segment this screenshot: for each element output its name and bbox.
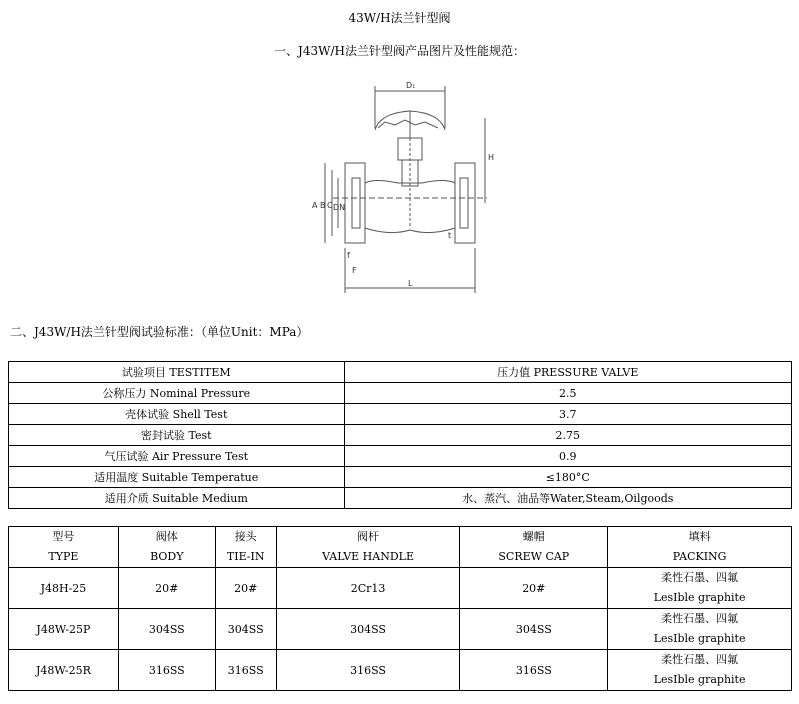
pressure-value-cell: 水、蒸汽、油品等Water,Steam,Oilgoods (344, 488, 791, 509)
cap-cell: 316SS (460, 650, 608, 691)
cap-cell: 20# (460, 568, 608, 609)
label-b: B (320, 201, 326, 210)
table-header-row (9, 362, 792, 383)
handle-cell: 2Cr13 (276, 568, 460, 609)
label-t: t (448, 231, 452, 240)
table-header-row (9, 527, 792, 568)
header-packing: 填料 PACKING (608, 527, 792, 568)
table-row (9, 446, 792, 467)
table-row (9, 404, 792, 425)
header-cell: 压力值 PRESSURE VALVE (344, 362, 791, 383)
header-cell: 试验项目 TESTITEM (9, 362, 345, 383)
label-h: H (488, 153, 495, 162)
test-item-cell: 适用介质 Suitable Medium (9, 488, 345, 509)
header-screw-cap: 螺帽 SCREW CAP (460, 527, 608, 568)
valve-drawing (300, 78, 500, 303)
type-cell: J48H-25 (9, 568, 119, 609)
pressure-value-cell: ≤180°C (344, 467, 791, 488)
tiein-cell: 20# (215, 568, 276, 609)
type-cell: J48W-25R (9, 650, 119, 691)
type-cell: J48W-25P (9, 609, 119, 650)
header-tiein: 接头 TIE-IN (215, 527, 276, 568)
table-row (9, 467, 792, 488)
pressure-value-cell: 0.9 (344, 446, 791, 467)
header-body: 阀体 BODY (118, 527, 215, 568)
label-d1: D₁ (406, 81, 416, 90)
handle-cell: 304SS (276, 609, 460, 650)
packing-cell: 柔性石墨、四氟 LesIble graphite (608, 609, 792, 650)
test-standard-table (8, 361, 792, 509)
tiein-cell: 316SS (215, 650, 276, 691)
body-cell: 316SS (118, 650, 215, 691)
table-row (9, 383, 792, 404)
label-f-small: f (347, 251, 350, 260)
table-row (9, 568, 792, 609)
cap-cell: 304SS (460, 609, 608, 650)
table-row (9, 609, 792, 650)
test-item-cell: 公称压力 Nominal Pressure (9, 383, 345, 404)
test-item-cell: 密封试验 Test (9, 425, 345, 446)
packing-cell: 柔性石墨、四氟 LesIble graphite (608, 650, 792, 691)
section-1-heading: 一、J43W/H法兰针型阀产品图片及性能规范： (274, 44, 525, 58)
table-row (9, 488, 792, 509)
test-item-cell: 适用温度 Suitable Temperatue (9, 467, 345, 488)
body-cell: 304SS (118, 609, 215, 650)
test-item-cell: 气压试验 Air Pressure Test (9, 446, 345, 467)
label-l: L (408, 279, 413, 288)
header-type: 型号 TYPE (9, 527, 119, 568)
label-f: F (352, 266, 357, 275)
pressure-value-cell: 2.5 (344, 383, 791, 404)
pressure-value-cell: 2.75 (344, 425, 791, 446)
table-row (9, 425, 792, 446)
table-row (9, 650, 792, 691)
header-valve-handle: 阀杆 VALVE HANDLE (276, 527, 460, 568)
label-dn: DN (333, 203, 346, 212)
body-cell: 20# (118, 568, 215, 609)
pressure-value-cell: 3.7 (344, 404, 791, 425)
tiein-cell: 304SS (215, 609, 276, 650)
label-a: A (312, 201, 318, 210)
material-table (8, 526, 792, 691)
page-title: 43W/H法兰针型阀 (348, 11, 451, 25)
label-c: C (327, 201, 333, 210)
packing-cell: 柔性石墨、四氟 LesIble graphite (608, 568, 792, 609)
test-item-cell: 壳体试验 Shell Test (9, 404, 345, 425)
handle-cell: 316SS (276, 650, 460, 691)
section-2-heading: 二、J43W/H法兰针型阀试验标准：（单位Unit：MPa） (10, 325, 309, 339)
